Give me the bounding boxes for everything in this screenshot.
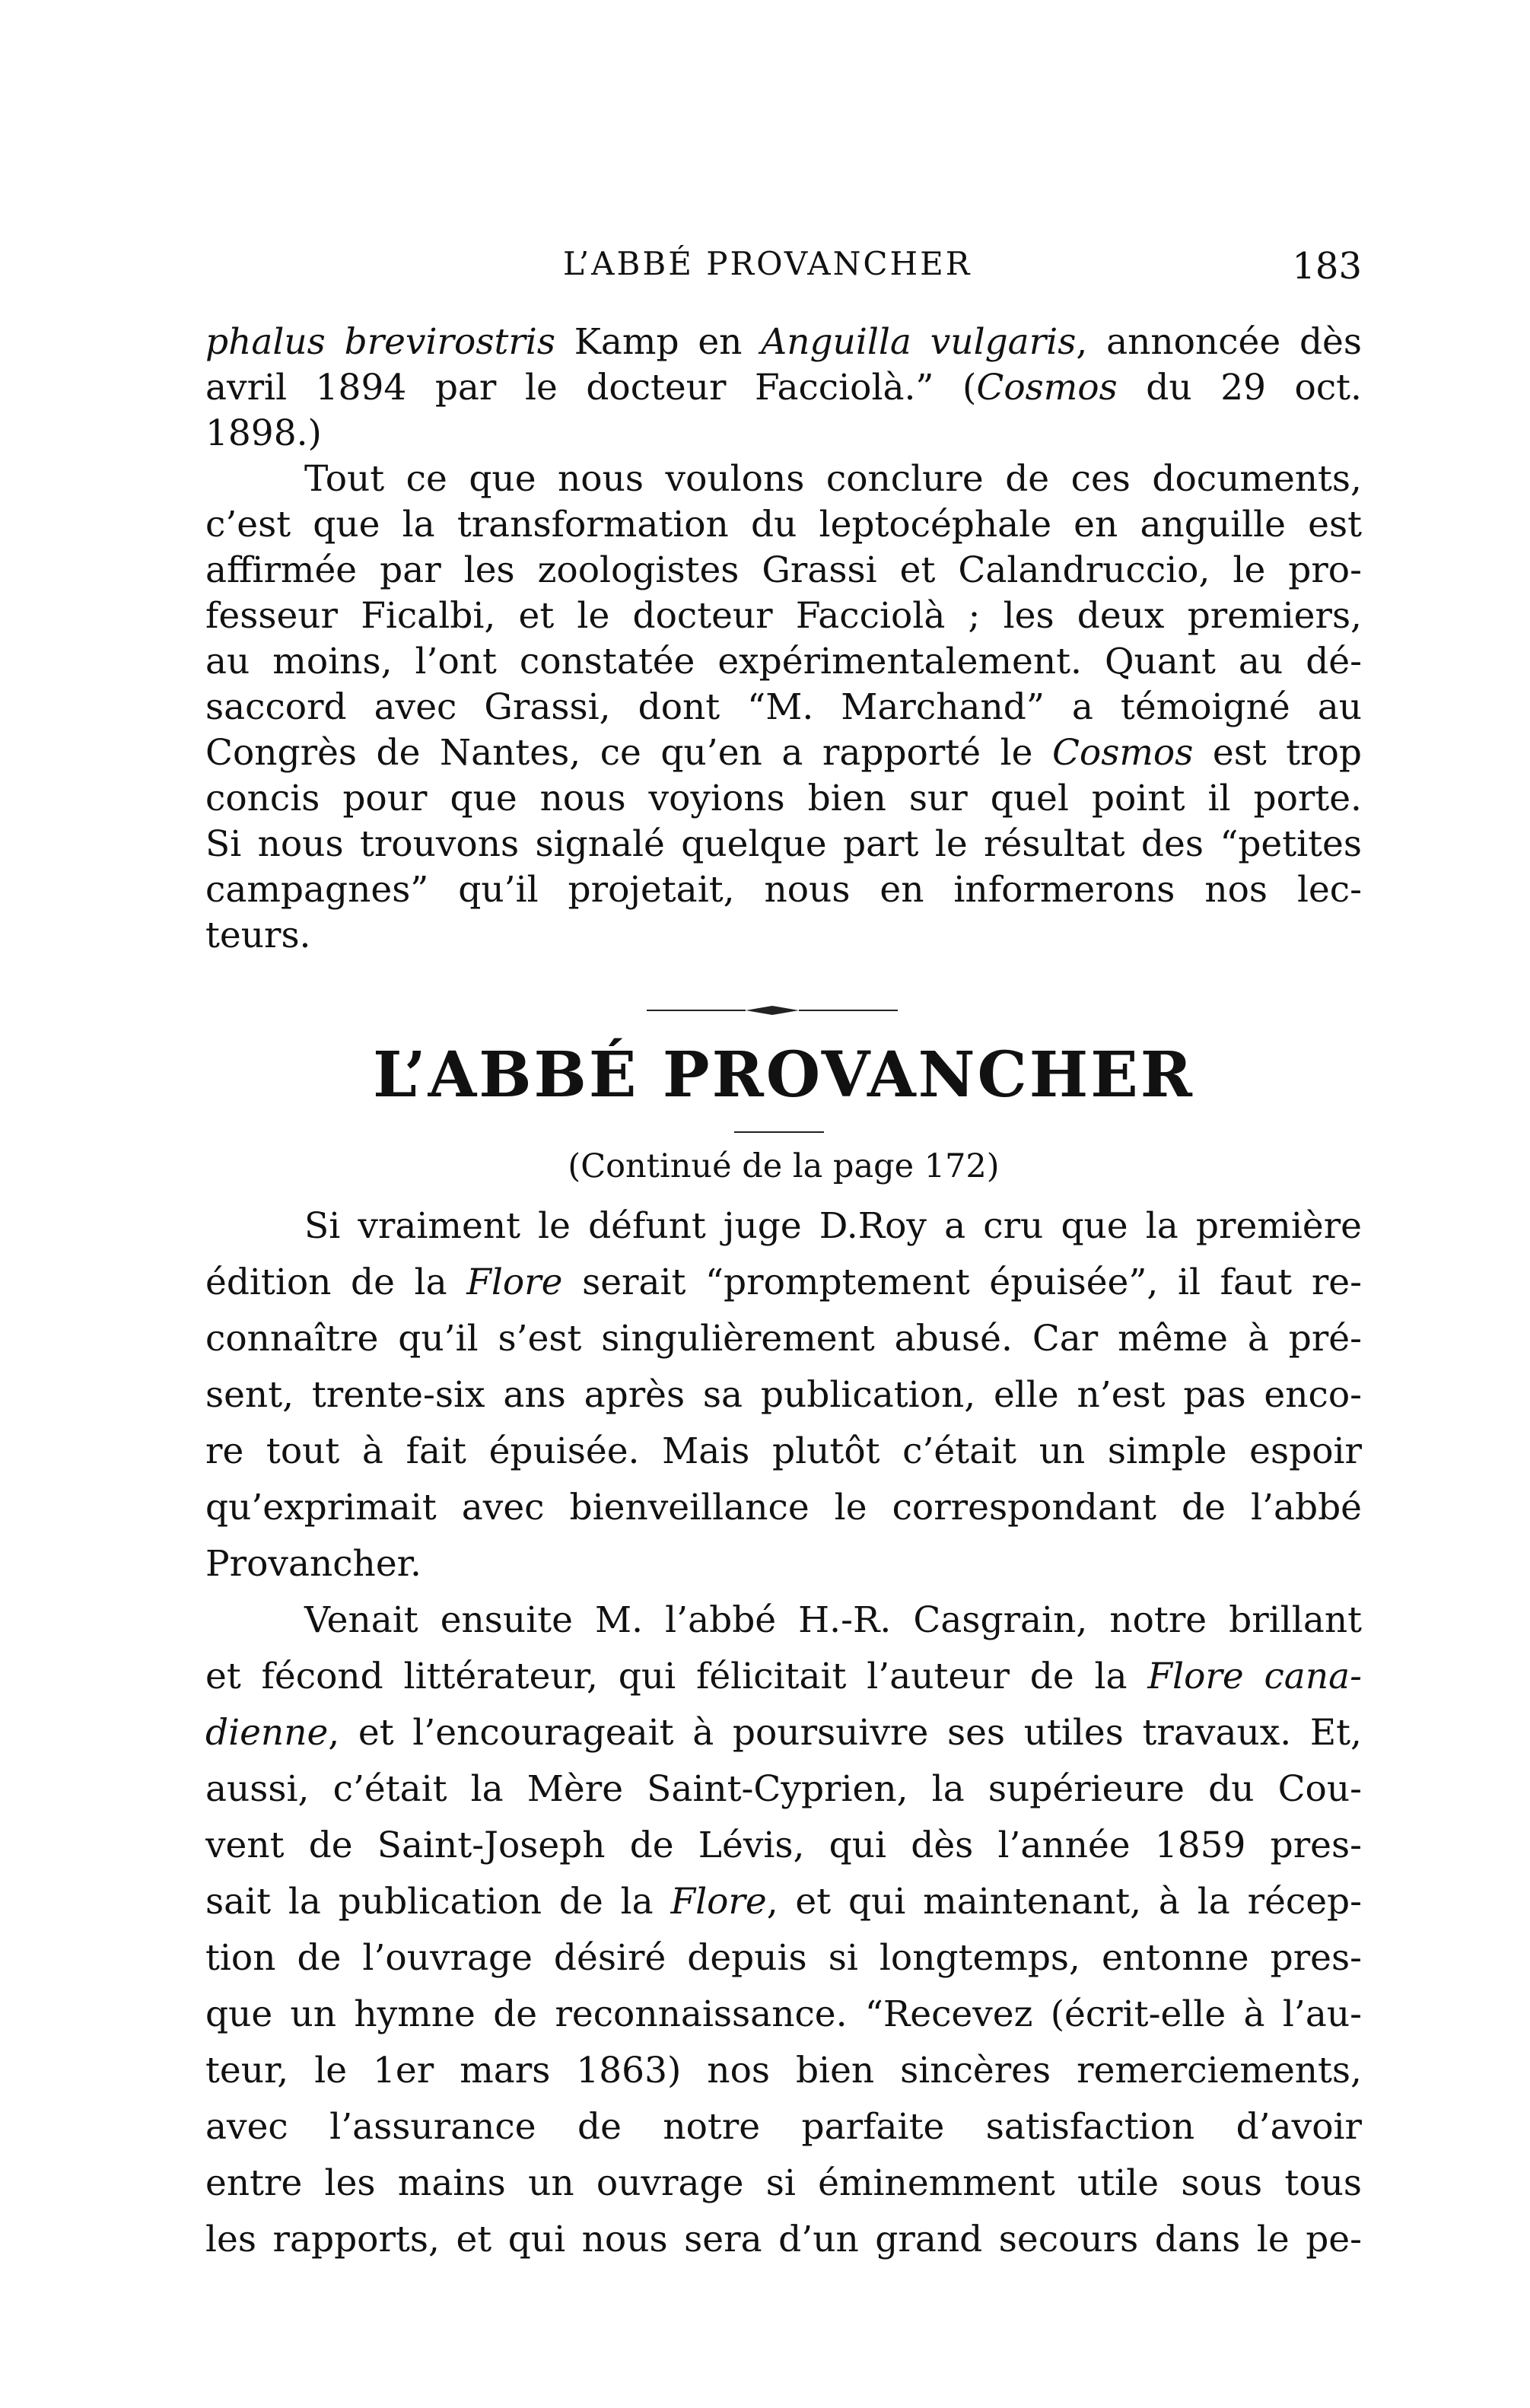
text-segment: , et qui maintenant, à la récep- [766,1881,1362,1923]
page-number: 183 [1292,245,1362,288]
text-line [205,548,1362,593]
text-line [205,1649,1362,1705]
text-segment: Congrès de Nantes, ce qu’en a rapporté le [205,732,1052,774]
text-line [205,1255,1362,1311]
continuation-paragraphs [205,320,1362,959]
text-line [205,365,1362,411]
text-line [205,1423,1362,1480]
text-segment: au moins, l’ont constatée expérimentalement. Quant au dé- [205,641,1362,682]
text-segment: Tout ce que nous voulons conclure de ces documents, [304,458,1362,500]
text-segment: aussi, c’était la Mère Saint-Cyprien, la supérieure du Cou- [205,1768,1362,1810]
text-segment: entre les mains un ouvrage si éminemment utile sous tous [205,2162,1362,2204]
text-line [205,2099,1362,2155]
text-segment: c’est que la transformation du leptocéphale en anguille est [205,504,1362,546]
text-segment: , et l’encourageait à poursuivre ses utiles travaux. Et, [328,1712,1362,1754]
text-segment: Provancher. [205,1543,421,1585]
italic-text: phalus brevirostris [205,321,555,363]
text-segment: fesseur Ficalbi, et le docteur Facciolà ; les deux premiers, [205,595,1362,637]
text-segment: du 29 oct. [1117,367,1362,409]
text-line [205,1198,1362,1255]
text-segment: connaître qu’il s’est singulièrement abusé. Car même à pré- [205,1318,1362,1360]
text-line [205,1818,1362,1874]
text-segment: 1898.) [205,412,322,454]
text-segment: et fécond littérateur, qui félicitait l’auteur de la [205,1656,1148,1697]
text-segment: édition de la [205,1261,467,1303]
text-line [205,2155,1362,2212]
text-segment: sait la publication de la [205,1881,671,1923]
italic-text: Cosmos [976,367,1118,409]
text-line [205,867,1362,913]
text-segment: affirmée par les zoologistes Grassi et Calandruccio, le pro- [205,549,1362,591]
text-segment: avril 1894 par le docteur Facciolà.” ( [205,367,977,409]
text-segment: avec l’assurance de notre parfaite satisfaction d’avoir [205,2106,1362,2148]
text-segment: Kamp en [555,321,762,363]
italic-text: Cosmos [1051,732,1194,774]
text-segment: serait “promptement épuisée”, il faut re- [562,1261,1362,1303]
text-segment: sent, trente-six ans après sa publication, elle n’est pas enco- [205,1374,1362,1416]
section-title: L’ABBÉ PROVANCHER [373,1039,1194,1112]
italic-text: Flore cana- [1147,1656,1362,1697]
text-line [205,822,1362,867]
text-segment: qu’exprimait avec bienveillance le correspondant de l’abbé [205,1487,1362,1528]
text-line [205,1592,1362,1649]
text-line [205,776,1362,822]
text-segment: vent de Saint-Joseph de Lévis, qui dès l’année 1859 pres- [205,1824,1362,1866]
text-line [205,320,1362,365]
text-line [205,730,1362,776]
text-line [205,1761,1362,1818]
text-line [205,593,1362,639]
text-segment: teur, le 1er mars 1863) nos bien sincères remerciements, [205,2050,1362,2091]
continued-note: (Continué de la page 172) [568,1147,1000,1185]
text-segment: teurs. [205,915,311,956]
article-paragraphs [205,1198,1362,2268]
text-line [205,1987,1362,2043]
italic-text: dienne [205,1712,329,1754]
text-line [205,1536,1362,1592]
text-line [205,1311,1362,1367]
text-segment: les rapports, et qui nous sera d’un grand secours dans le pe- [205,2219,1362,2260]
text-segment: re tout à fait épuisée. Mais plutôt c’était un simple espoir [205,1430,1362,1472]
text-line [205,913,1362,959]
running-header [205,245,1362,291]
text-segment: que un hymne de reconnaissance. “Recevez (écrit-elle à l’au- [205,1993,1362,2035]
text-line [205,639,1362,685]
text-segment: concis pour que nous voyions bien sur quel point il porte. [205,778,1362,819]
text-line [205,1480,1362,1536]
text-segment: campagnes” qu’il projetait, nous en informerons nos lec- [205,869,1362,911]
italic-text: Flore [466,1261,563,1303]
text-line [205,502,1362,548]
text-segment: Venait ensuite M. l’abbé H.-R. Casgrain, notre brillant [304,1599,1362,1641]
text-line [205,1367,1362,1423]
text-segment: Si vraiment le défunt juge D.Roy a cru que la première [304,1205,1362,1247]
section-separator-ornament [647,1003,898,1018]
italic-text: Anguilla vulgaris [761,321,1077,363]
text-line [205,1874,1362,1930]
text-segment: Si nous trouvons signalé quelque part le résultat des “petites [205,823,1362,865]
text-line [205,685,1362,730]
italic-text: Flore [670,1881,767,1923]
text-line [205,1705,1362,1761]
text-segment: , annoncée dès [1076,321,1362,363]
text-segment: saccord avec Grassi, dont “M. Marchand” a témoigné au [205,686,1362,728]
text-line [205,411,1362,456]
text-segment: tion de l’ouvrage désiré depuis si longtemps, entonne pres- [205,1937,1362,1979]
running-title: L’ABBÉ PROVANCHER [563,245,972,282]
title-underline-rule [734,1131,824,1133]
text-line [205,2043,1362,2099]
text-segment: est trop [1193,732,1362,774]
text-line [205,456,1362,502]
text-line [205,1930,1362,1987]
text-line [205,2212,1362,2268]
